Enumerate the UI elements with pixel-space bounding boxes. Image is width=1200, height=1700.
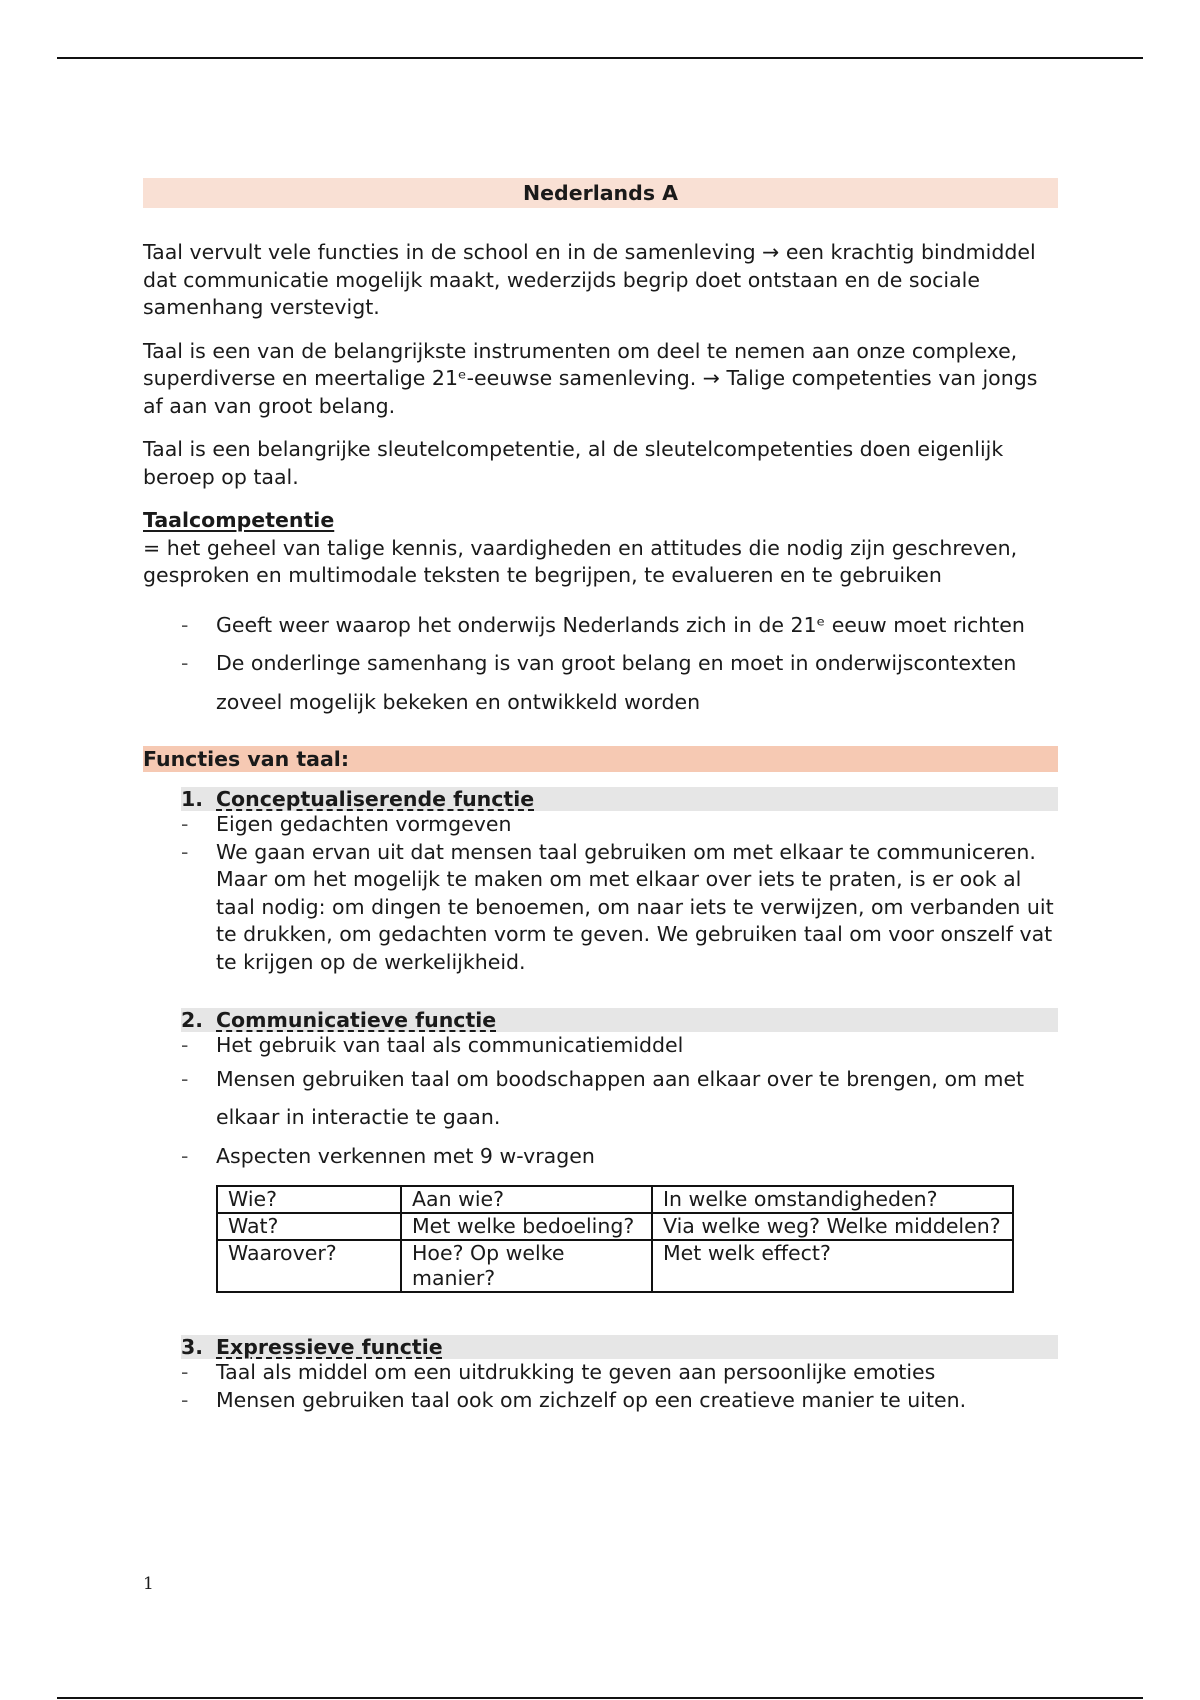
function-title: Conceptualiserende functie — [216, 787, 535, 811]
function-heading-conceptualiserend — [181, 787, 1058, 811]
table-cell: Hoe? Op welke manier? — [401, 1240, 652, 1292]
table-cell: Wie? — [217, 1186, 401, 1213]
table-cell: Wat? — [217, 1213, 401, 1240]
table-cell: Via welke weg? Welke middelen? — [652, 1213, 1013, 1240]
function-heading-expressief — [181, 1335, 1058, 1359]
table-row — [217, 1213, 1013, 1240]
intro-paragraph-1: Taal vervult vele functies in de school en in de samenleving → een krachtig bindmiddel dat communicatie mogelijk maakt, wederzijds begrip doet ontstaan en de sociale samenhang verstevigt. — [143, 240, 1036, 319]
function-number: 2. — [181, 1008, 204, 1032]
table-row — [217, 1186, 1013, 1213]
list-item: - Taal als middel om een uitdrukking te geven aan persoonlijke emoties — [143, 1359, 1058, 1387]
intro-paragraph-3: Taal is een belangrijke sleutelcompetentie, al de sleutelcompetenties doen eigenlijk beroep op taal. — [143, 437, 1004, 489]
function-2-list — [143, 1032, 1058, 1060]
table-cell: Met welk effect? — [652, 1240, 1013, 1292]
table-cell: Met welke bedoeling? — [401, 1213, 652, 1240]
page-number: 1 — [143, 1574, 154, 1594]
functies-heading: Functies van taal: — [143, 746, 1058, 772]
table-cell: In welke omstandigheden? — [652, 1186, 1013, 1213]
list-item: - De onderlinge samenhang is van groot belang en moet in onderwijscontexten zoveel mogelijk bekeken en ontwikkeld worden — [143, 644, 1058, 721]
list-item: - Mensen gebruiken taal ook om zichzelf op een creatieve manier te uiten. — [143, 1387, 1058, 1415]
taalcompetentie-term: Taalcompetentie — [143, 508, 335, 532]
list-item: - Aspecten verkennen met 9 w-vragen — [143, 1137, 1058, 1176]
function-number: 3. — [181, 1335, 204, 1359]
function-heading-communicatief — [181, 1008, 1058, 1032]
taalcompetentie-list — [143, 606, 1058, 722]
table-row — [217, 1240, 1013, 1292]
list-item: - Geeft weer waarop het onderwijs Nederlands zich in de 21ᵉ eeuw moet richten — [143, 606, 1058, 645]
taalcompetentie-definition: = het geheel van talige kennis, vaardigheden en attitudes die nodig zijn geschreven, gesproken en multimodale teksten te begrijpen, te evalueren en te gebruiken — [143, 535, 1018, 587]
function-title: Communicatieve functie — [216, 1008, 497, 1032]
function-2-list-spaced — [143, 1060, 1058, 1176]
function-1-list — [143, 811, 1058, 976]
document-title: Nederlands A — [143, 178, 1058, 208]
list-item: - Eigen gedachten vormgeven — [143, 811, 1058, 839]
function-title: Expressieve functie — [216, 1335, 443, 1359]
top-rule — [57, 57, 1143, 59]
table-cell: Aan wie? — [401, 1186, 652, 1213]
document-content — [143, 178, 1058, 1414]
bottom-rule — [57, 1697, 1143, 1699]
taalcompetentie-block — [143, 507, 1058, 590]
list-item: - We gaan ervan uit dat mensen taal gebruiken om met elkaar te communiceren. Maar om het mogelijk te maken om met elkaar over iets te praten, is er ook al taal nodig: om dingen te benoemen, om naar iets te verwijzen, om verbanden uit te drukken, om gedachten vorm te geven. We gebruiken taal om voor onszelf vat te krijgen op de werkelijkheid. — [143, 839, 1058, 977]
intro-paragraph-2: Taal is een van de belangrijkste instrumenten om deel te nemen aan onze complexe, superdiverse en meertalige 21ᵉ-eeuwse samenleving. → Talige competenties van jongs af aan van groot belang. — [143, 338, 1038, 418]
table-cell: Waarover? — [217, 1240, 401, 1292]
w-vragen-table — [216, 1185, 1014, 1293]
function-number: 1. — [181, 787, 204, 811]
list-item: - Het gebruik van taal als communicatiemiddel — [143, 1032, 1058, 1060]
function-3-list — [143, 1359, 1058, 1414]
list-item: - Mensen gebruiken taal om boodschappen aan elkaar over te brengen, om met elkaar in interactie te gaan. — [143, 1060, 1058, 1137]
